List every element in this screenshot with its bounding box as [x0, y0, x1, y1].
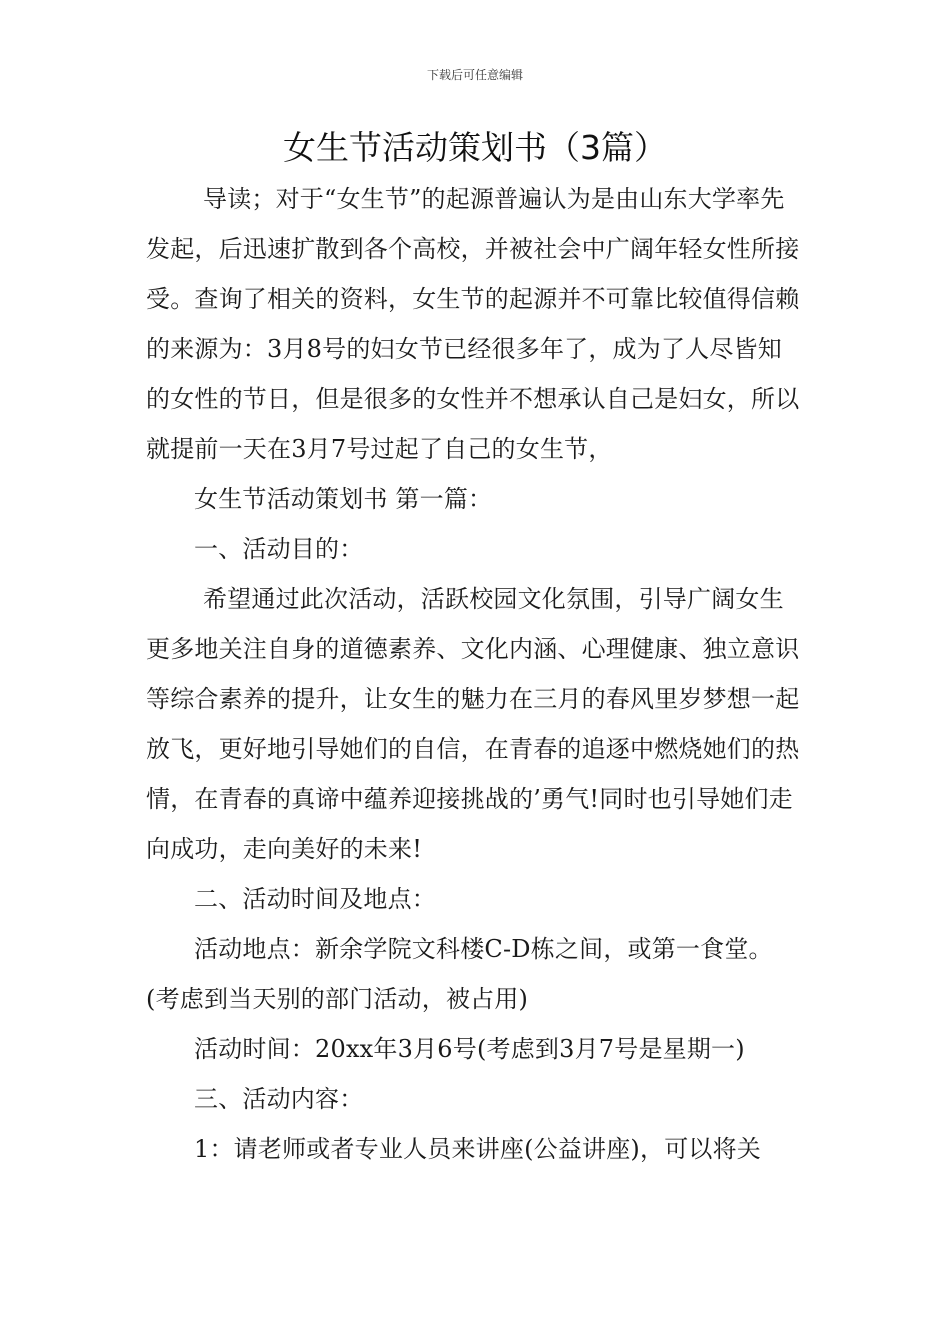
location-paragraph: 活动地点：新余学院文科楼C-D栋之间，或第一食堂。(考虑到当天别的部门活动，被占用) [146, 935, 773, 1013]
purpose-paragraph: 希望通过此次活动，活跃校园文化氛围，引导广阔女生更多地关注自身的道德素养、文化内涵、心理健康、独立意识等综合素养的提升，让女生的魅力在三月的春风里岁梦想一起放飞，更好地引导她们的自信，在青春的追逐中燃烧她们的热情，在青春的真谛中蕴养迎接挑战的’勇气!同时也引导她们走向成功，走向美好的未来! [146, 585, 800, 863]
content-item-1: 1：请老师或者专业人员来讲座(公益讲座)，可以将关 [194, 1135, 761, 1163]
header-note: 下载后可任意编辑 [426, 68, 523, 82]
section-heading-content: 三、活动内容： [194, 1085, 364, 1113]
intro-paragraph: 导读；对于“女生节”的起源普遍认为是由山东大学率先发起，后迅速扩散到各个高校，并被社会中广阔年轻女性所接受。查询了相关的资料，女生节的起源并不可靠比较值得信赖的来源为：3月8号的妇女节已经很多年了，成为了人尽皆知的女性的节日，但是很多的女性并不想承认自己是妇女，所以就提前一天在3月7号过起了自己的女生节， [146, 185, 800, 463]
document-title: 女生节活动策划书（3篇） [283, 128, 667, 167]
time-paragraph: 活动时间：20xx年3月6号(考虑到3月7号是星期一) [194, 1035, 745, 1063]
section-heading-purpose: 一、活动目的： [194, 535, 364, 563]
document-body [146, 174, 806, 1174]
section-heading-time-place: 二、活动时间及地点： [194, 885, 436, 913]
section-heading-part-one: 女生节活动策划书 第一篇： [194, 485, 493, 513]
